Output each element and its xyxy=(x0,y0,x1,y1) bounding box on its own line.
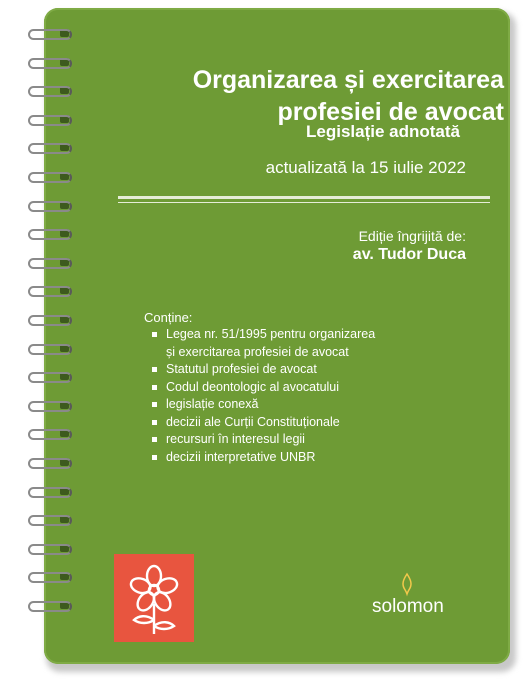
editor-label: Ediție îngrijită de: xyxy=(358,228,466,244)
spiral-ring xyxy=(22,428,74,438)
spiral-ring xyxy=(22,171,74,181)
spiral-ring xyxy=(22,571,74,581)
contents-item-text: Statutul profesiei de avocat xyxy=(166,362,317,376)
spiral-ring xyxy=(22,114,74,124)
book-subtitle: Legislație adnotată xyxy=(306,122,460,141)
flower-icon xyxy=(114,554,194,642)
divider-thin xyxy=(118,202,490,203)
update-date: actualizată la 15 iulie 2022 xyxy=(265,158,466,177)
publisher-flame-icon xyxy=(398,572,416,598)
contents-item-text: Legea nr. 51/1995 pentru organizarea xyxy=(166,327,376,341)
contents-item-text: legislație conexă xyxy=(166,397,259,411)
contents-item xyxy=(148,414,448,432)
flower-logo xyxy=(114,554,194,642)
spiral-ring xyxy=(22,85,74,95)
bullet-square-icon xyxy=(152,385,157,390)
contents-item xyxy=(148,361,448,379)
contents-label: Conține: xyxy=(144,310,193,325)
spiral-ring xyxy=(22,400,74,410)
divider-thick xyxy=(118,196,490,199)
contents-item xyxy=(148,449,448,467)
bullet-square-icon xyxy=(152,332,157,337)
spiral-ring xyxy=(22,200,74,210)
bullet-square-icon xyxy=(152,455,157,460)
spiral-ring xyxy=(22,285,74,295)
spiral-ring xyxy=(22,543,74,553)
contents-item xyxy=(148,344,448,362)
title-line-2: profesiei de avocat xyxy=(277,98,504,126)
editor-name: av. Tudor Duca xyxy=(352,246,466,263)
spiral-ring xyxy=(22,343,74,353)
contents-item-text: decizii interpretative UNBR xyxy=(166,449,316,464)
publisher-name: solomon xyxy=(372,596,444,617)
spiral-ring xyxy=(22,314,74,324)
contents-list xyxy=(148,326,448,466)
contents-item-text: decizii ale Curții Constituționale xyxy=(166,414,340,429)
contents-item xyxy=(148,326,448,344)
spiral-ring xyxy=(22,228,74,238)
spiral-ring xyxy=(22,600,74,610)
bullet-square-icon xyxy=(152,402,157,407)
spiral-binding xyxy=(22,28,82,638)
spiral-ring xyxy=(22,28,74,38)
spiral-ring xyxy=(22,257,74,267)
bullet-square-icon xyxy=(152,437,157,442)
spiral-ring xyxy=(22,57,74,67)
title-line-1: Organizarea și exercitarea xyxy=(192,66,504,94)
spiral-ring xyxy=(22,514,74,524)
spiral-ring xyxy=(22,142,74,152)
bullet-square-icon xyxy=(152,367,157,372)
contents-item-text: recursuri în interesul legii xyxy=(166,432,305,446)
contents-item xyxy=(148,396,448,414)
spiral-ring xyxy=(22,457,74,467)
contents-item-text: și exercitarea profesiei de avocat xyxy=(166,344,349,359)
spiral-ring xyxy=(22,486,74,496)
contents-item xyxy=(148,431,448,449)
contents-item xyxy=(148,379,448,397)
bullet-square-icon xyxy=(152,420,157,425)
spiral-ring xyxy=(22,371,74,381)
contents-item-text: Codul deontologic al avocatului xyxy=(166,379,340,394)
